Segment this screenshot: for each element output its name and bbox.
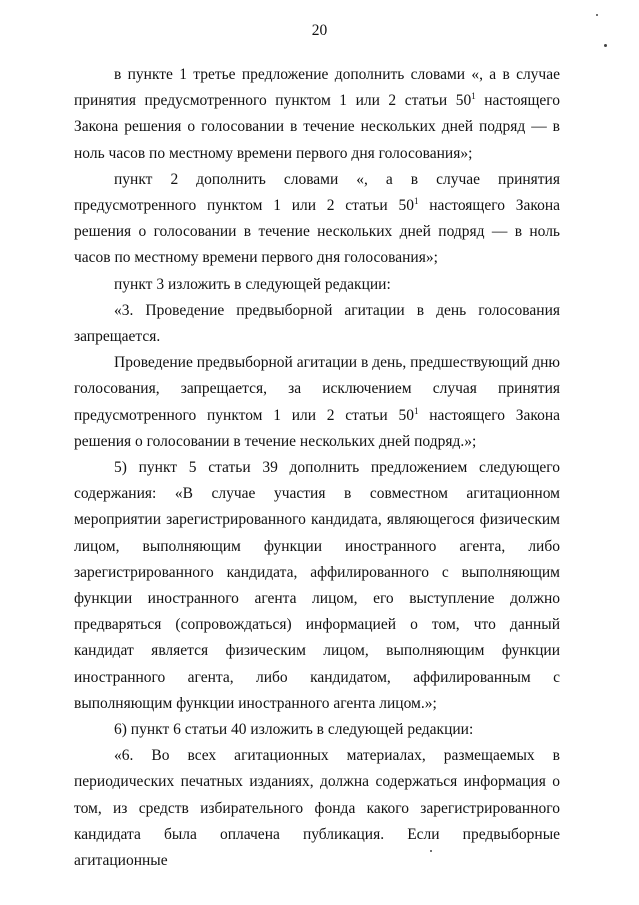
paragraph: пункт 2 дополнить словами «, а в случае принятия предусмотренного пунктом 1 или 2 статьи $50^1$ настоящего Закона решения о голосовании в течение нескольких дней подряд — в ноль часов по местному времени первого дня голосования»; <box>74 170 561 267</box>
scan-speck <box>596 14 598 16</box>
page-number: 20 <box>311 22 328 39</box>
paragraph: 6) пункт 6 статьи 40 изложить в следующей редакции: <box>114 721 474 739</box>
paragraph: пункт 3 изложить в следующей редакции: <box>114 275 391 293</box>
paragraph: 5) пункт 5 статьи 39 дополнить предложением следующего содержания: «В случае участия в совместном агитационном мероприятии зарегистрированного кандидата, являющегося физическим лицом, выполняющим функции иностранного агента, либо зарегистрированного кандидата, аффилированного с выполняющим функции иностранного агента лицом, его выступление должно предваряться (сопровождаться) информацией о том, что данный кандидат является физическим лицом, выполняющим функции иностранного агента, либо кандидатом, аффилированным с выполняющим функции иностранного агента лицом.»; <box>74 459 560 712</box>
scan-speck <box>604 44 607 47</box>
paragraph: «6. Во всех агитационных материалах, размещаемых в периодических печатных изданиях, должна содержаться информация о том, из средств избирательного фонда какого зарегистрированного кандидата была оплачена публикация. Если предвыборные агитационные <box>74 747 560 870</box>
paragraph: «3. Проведение предвыборной агитации в день голосования запрещается. <box>74 301 560 346</box>
scan-speck <box>430 850 432 852</box>
paragraph: в пункте 1 третье предложение дополнить словами «, а в случае принятия предусмотренного пунктом 1 или 2 статьи $50^1$ настоящего Закона решения о голосовании в течение нескольких дней подряд — в ноль часов по местному времени первого дня голосования»; <box>74 66 560 162</box>
document-body <box>74 62 560 874</box>
paragraph: Проведение предвыборной агитации в день, предшествующий дню голосования, запрещается, за исключением случая принятия предусмотренного пунктом 1 или 2 статьи $50^1$ настоящего Закона решения о голосовании в течение нескольких дней подряд.»; <box>74 354 561 450</box>
